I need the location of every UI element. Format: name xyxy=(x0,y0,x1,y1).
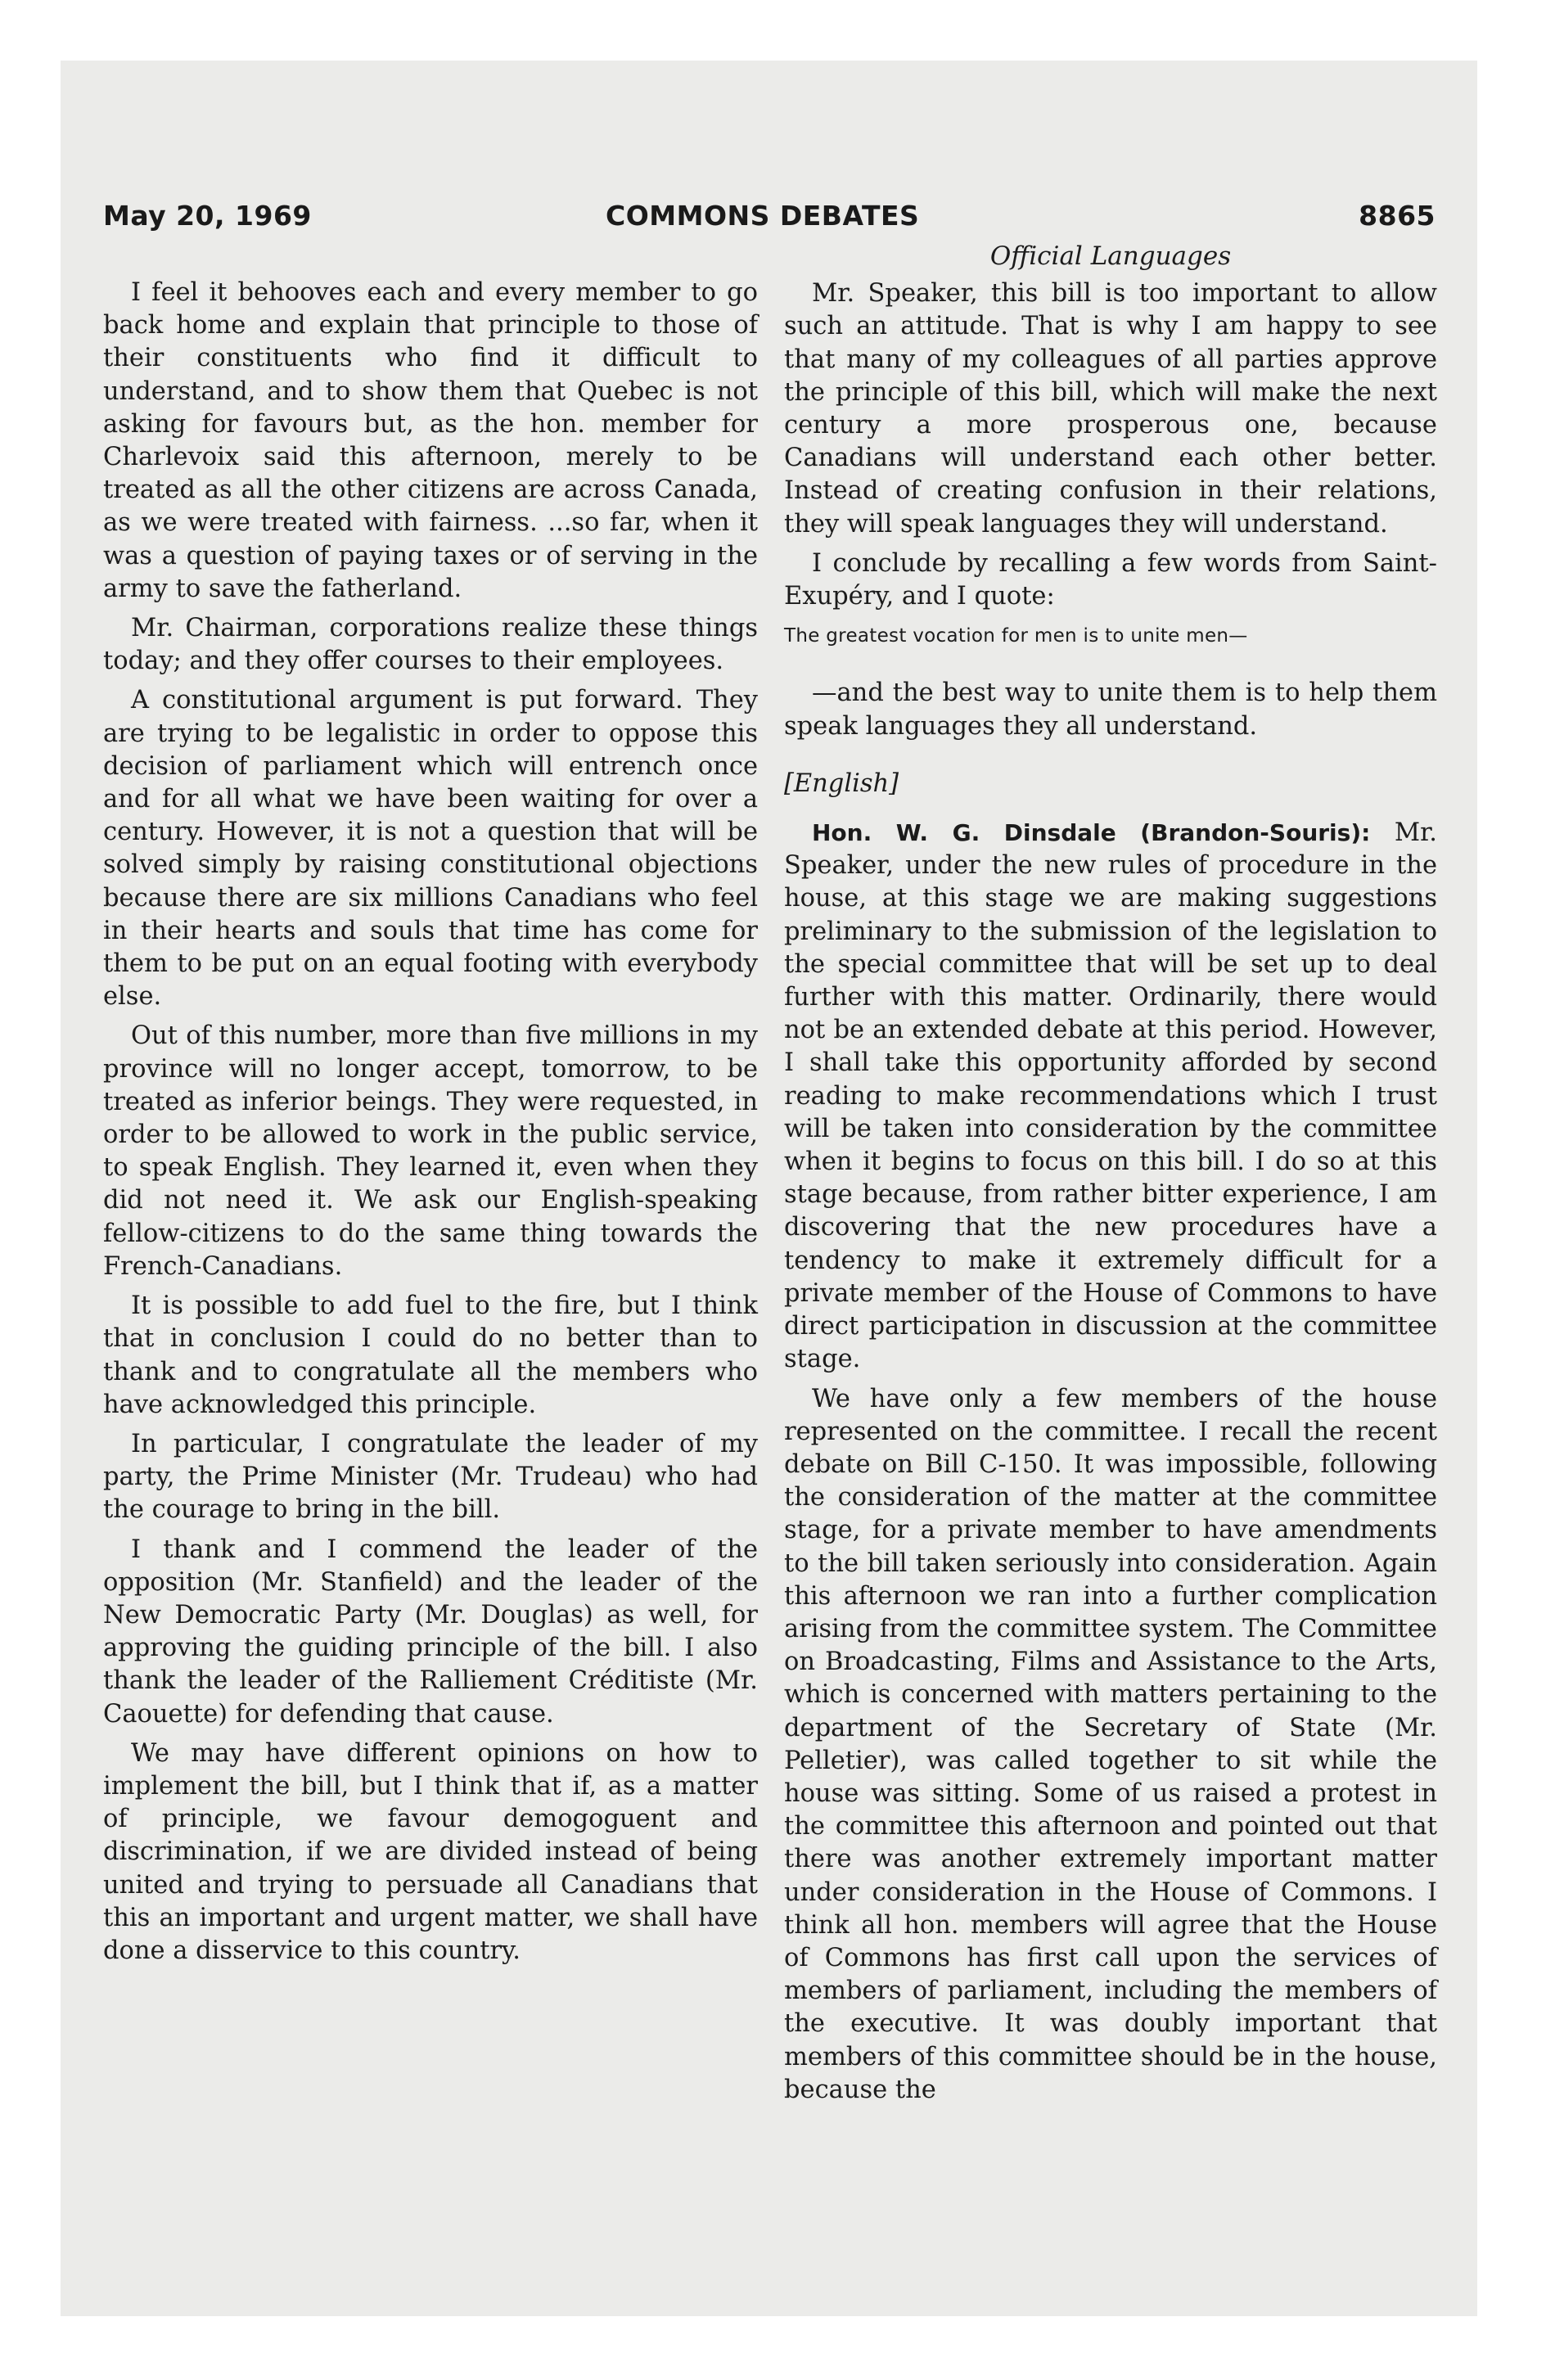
paragraph: We have only a few members of the house represented on the committee. I recall the recent debate on Bill C-150. It was impossible, following the consideration of the matter at the committee stage, for a private member to have amendments to the bill taken seriously into consideration. Again this afternoon we ran into a further complication arising from the committee system. The Committee on Broadcasting, Films and Assistance to the Arts, which is concerned with matters pertaining to the department of the Secretary of State (Mr. Pelletier), was called together to sit while the house was sitting. Some of us raised a protest in the committee this afternoon and pointed out that there was another extremely important matter under consideration in the House of Commons. I think all hon. members will agree that the House of Commons has first call upon the services of members of parliament, including the members of the executive. It was doubly important that members of this committee should be in the house, because the xyxy=(784,1384,1437,2104)
paragraph: I conclude by recalling a few words from Saint-Exupéry, and I quote: xyxy=(784,548,1437,611)
header-page-number: 8865 xyxy=(1359,200,1436,232)
left-column xyxy=(103,277,758,1974)
paragraph: Out of this number, more than five millions in my province will no longer accept, tomorrow, to be treated as inferior beings. They were requested, in order to be allowed to work in the public service, to speak English. They learned it, even when they did not need it. We ask our English-speaking fellow-citizens to do the same thing towards the French-Canadians. xyxy=(103,1021,758,1281)
paragraph: In particular, I congratulate the leader of my party, the Prime Minister (Mr. Trudeau) who had the courage to bring in the bill. xyxy=(103,1429,758,1525)
section-heading: Official Languages xyxy=(989,241,1232,271)
paragraph: It is possible to add fuel to the fire, but I think that in conclusion I could do no better than to thank and to congratulate all the members who have acknowledged this principle. xyxy=(103,1291,758,1419)
paragraph: —and the best way to unite them is to help them speak languages they all understand. xyxy=(784,678,1437,741)
speaker-paragraph xyxy=(784,817,1437,1376)
header-title: COMMONS DEBATES xyxy=(606,200,920,232)
header-date: May 20, 1969 xyxy=(103,200,312,232)
language-tag: [English] xyxy=(784,769,899,798)
paragraph: I thank and I commend the leader of the opposition (Mr. Stanfield) and the leader of the New Democratic Party (Mr. Douglas) as well, for approving the guiding principle of the bill. I also thank the leader of the Ralliement Créditiste (Mr. Caouette) for defending that cause. xyxy=(103,1535,758,1729)
paragraph: We may have different opinions on how to implement the bill, but I think that if, as a matter of principle, we favour demogoguent and discrimination, if we are divided instead of being united and trying to persuade all Canadians that this an important and urgent matter, we shall have done a disservice to this country. xyxy=(103,1738,758,1965)
speaker-name: Hon. W. G. Dinsdale (Brandon-Souris): xyxy=(812,819,1371,847)
paragraph: Mr. Chairman, corporations realize these things today; and they offer courses to their employees. xyxy=(103,614,758,676)
block-quote: The greatest vocation for men is to unite men— xyxy=(784,625,1248,647)
right-column xyxy=(784,240,1437,2113)
speech-text: Mr. Speaker, under the new rules of procedure in the house, at this stage we are making suggestions preliminary to the submission of the legislation to the special committee that will be set up to deal further with this matter. Ordinarily, there would not be an extended debate at this period. However, I shall take this opportunity afforded by second reading to make recommendations which I trust will be taken into consideration by the committee when it begins to focus on this bill. I do so at this stage because, from rather bitter experience, I am discovering that the new procedures have a tendency to make it extremely difficult for a private member of the House of Commons to have direct participation in discussion at the committee stage. xyxy=(784,818,1437,1374)
paragraph: A constitutional argument is put forward. They are trying to be legalistic in order to oppose this decision of parliament which will entrench once and for all what we have been waiting for over a century. However, it is not a question that will be solved simply by raising constitutional objections because there are six millions Canadians who feel in their hearts and souls that time has come for them to be put on an equal footing with everybody else. xyxy=(103,686,758,1012)
paragraph: Mr. Speaker, this bill is too important to allow such an attitude. That is why I am happy to see that many of my colleagues of all parties approve the principle of this bill, which will make the next century a more prosperous one, because Canadians will understand each other better. Instead of creating confusion in their relations, they will speak languages they will understand. xyxy=(784,279,1437,539)
paragraph: I feel it behooves each and every member to go back home and explain that principle to those of their constituents who find it difficult to understand, and to show them that Quebec is not asking for favours but, as the hon. member for Charlevoix said this afternoon, merely to be treated as all the other citizens are across Canada, as we were treated with fairness. ...so far, when it was a question of paying taxes or of serving in the army to save the fatherland. xyxy=(103,278,758,603)
